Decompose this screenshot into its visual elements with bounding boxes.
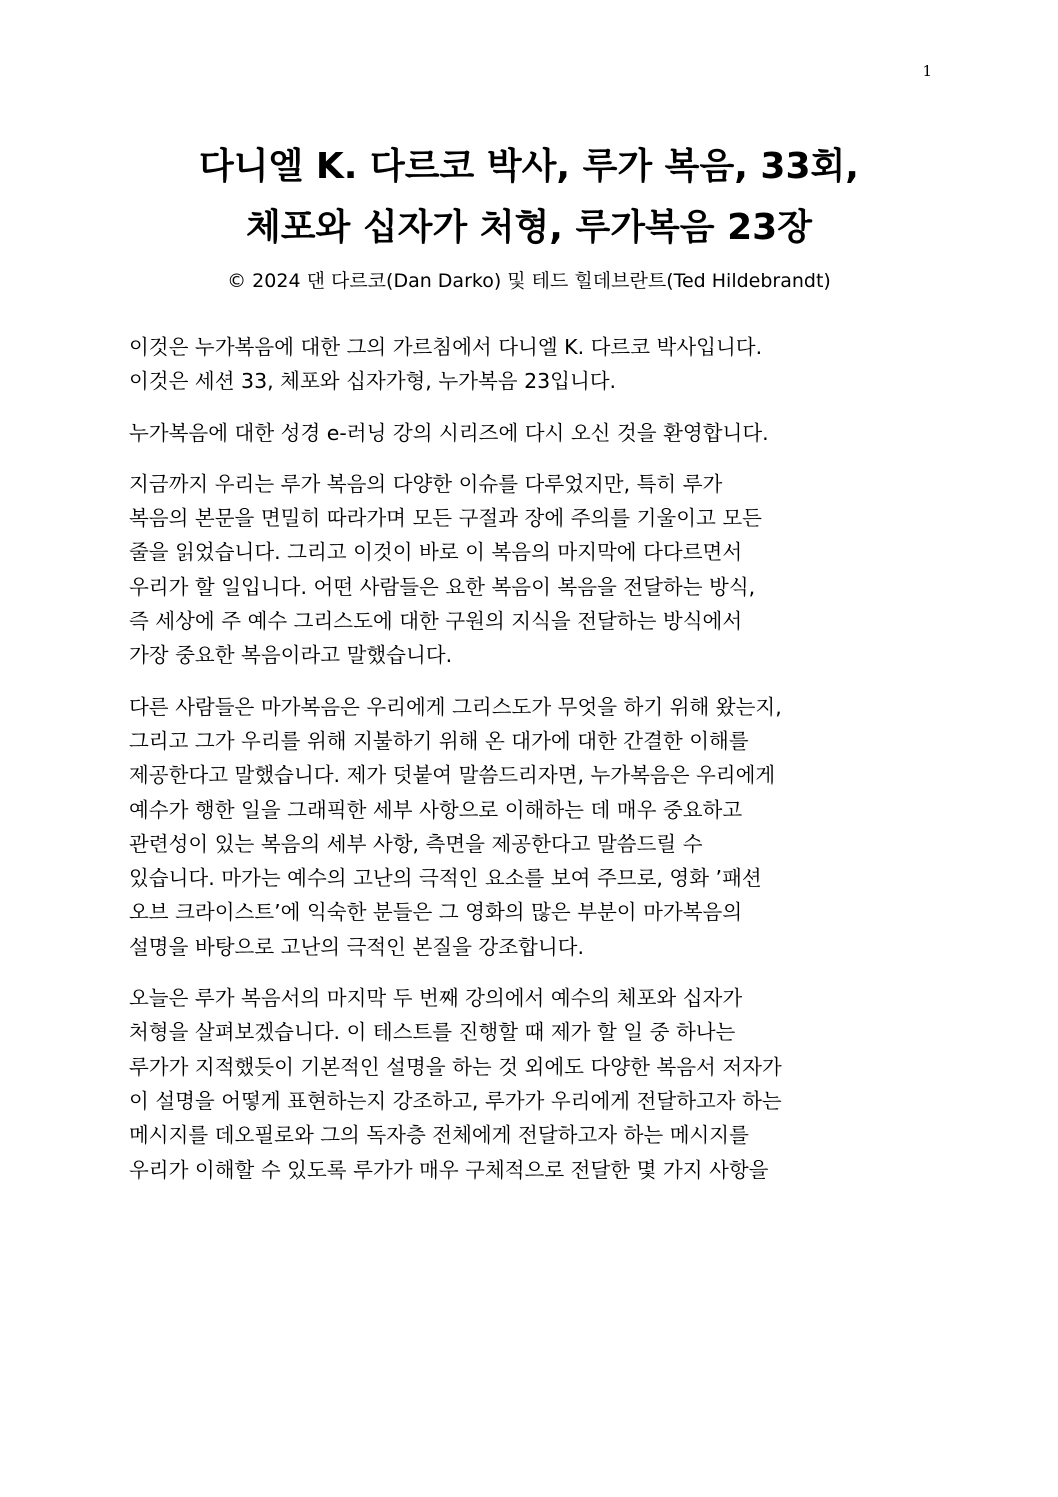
text-line: 우리가 이해할 수 있도록 루가가 매우 구체적으로 전달한 몇 가지 사항을 bbox=[129, 1157, 769, 1182]
text-line: 지금까지 우리는 루가 복음의 다양한 이슈를 다루었지만, 특히 루가 bbox=[129, 471, 723, 496]
text-line: 우리가 할 일입니다. 어떤 사람들은 요한 복음이 복음을 전달하는 방식, bbox=[129, 574, 756, 599]
text-line: 설명을 바탕으로 고난의 극적인 본질을 강조합니다. bbox=[129, 934, 584, 959]
paragraph-today bbox=[129, 981, 929, 1187]
text-line: 처형을 살펴보겠습니다. 이 테스트를 진행할 때 제가 할 일 중 하나는 bbox=[129, 1020, 736, 1045]
text-line: 메시지를 데오필로와 그의 독자층 전체에게 전달하고자 하는 메시지를 bbox=[129, 1123, 749, 1148]
page-number: 1 bbox=[922, 62, 932, 80]
text-line: 이것은 누가복음에 대한 그의 가르침에서 다니엘 K. 다르코 박사입니다. bbox=[129, 335, 763, 359]
text-line: 예수가 행한 일을 그래픽한 세부 사항으로 이해하는 데 매우 중요하고 bbox=[129, 797, 743, 822]
text-line: 줄을 읽었습니다. 그리고 이것이 바로 이 복음의 마지막에 다다르면서 bbox=[129, 540, 743, 565]
text-line: 그리고 그가 우리를 위해 지불하기 위해 온 대가에 대한 간결한 이해를 bbox=[129, 728, 749, 753]
document-body bbox=[129, 330, 929, 1204]
text-line: 있습니다. 마가는 예수의 고난의 극적인 요소를 보여 주므로, 영화 ’패션 bbox=[129, 866, 762, 891]
text-line: 오늘은 루가 복음서의 마지막 두 번째 강의에서 예수의 체포와 십자가 bbox=[129, 986, 743, 1011]
paragraph-welcome bbox=[129, 416, 929, 450]
text-line: 이 설명을 어떻게 표현하는지 강조하고, 루가가 우리에게 전달하고자 하는 bbox=[129, 1088, 782, 1113]
text-line: 제공한다고 말했습니다. 제가 덧붙여 말씀드리자면, 누가복음은 우리에게 bbox=[129, 763, 776, 788]
text-line: 복음의 본문을 면밀히 따라가며 모든 구절과 장에 주의를 기울이고 모든 bbox=[129, 506, 762, 531]
text-line: 누가복음에 대한 성경 e-러닝 강의 시리즈에 다시 오신 것을 환영합니다. bbox=[129, 420, 769, 445]
title-line-2: 체포와 십자가 처형, 루가복음 23장 bbox=[246, 207, 812, 248]
paragraph-intro bbox=[129, 330, 929, 399]
document-title bbox=[0, 136, 1058, 258]
text-line: 다른 사람들은 마가복음은 우리에게 그리스도가 무엇을 하기 위해 왔는지, bbox=[129, 694, 782, 719]
paragraph-overview bbox=[129, 467, 929, 673]
paragraph-gospels bbox=[129, 690, 929, 964]
text-line: 즉 세상에 주 예수 그리스도에 대한 구원의 지식을 전달하는 방식에서 bbox=[129, 609, 743, 634]
text-line: 이것은 세션 33, 체포와 십자가형, 누가복음 23입니다. bbox=[129, 369, 617, 394]
text-line: 가장 중요한 복음이라고 말했습니다. bbox=[129, 643, 453, 668]
title-line-1: 다니엘 K. 다르코 박사, 루가 복음, 33회, bbox=[199, 146, 859, 187]
text-line: 오브 크라이스트’에 익숙한 분들은 그 영화의 많은 부분이 마가복음의 bbox=[129, 900, 743, 925]
text-line: 관련성이 있는 복음의 세부 사항, 측면을 제공한다고 말씀드릴 수 bbox=[129, 831, 703, 856]
text-line: 루가가 지적했듯이 기본적인 설명을 하는 것 외에도 다양한 복음서 저자가 bbox=[129, 1054, 782, 1079]
copyright-notice: © 2024 댄 다르코(Dan Darko) 및 테드 힐데브란트(Ted Hildebrandt) bbox=[227, 270, 831, 292]
